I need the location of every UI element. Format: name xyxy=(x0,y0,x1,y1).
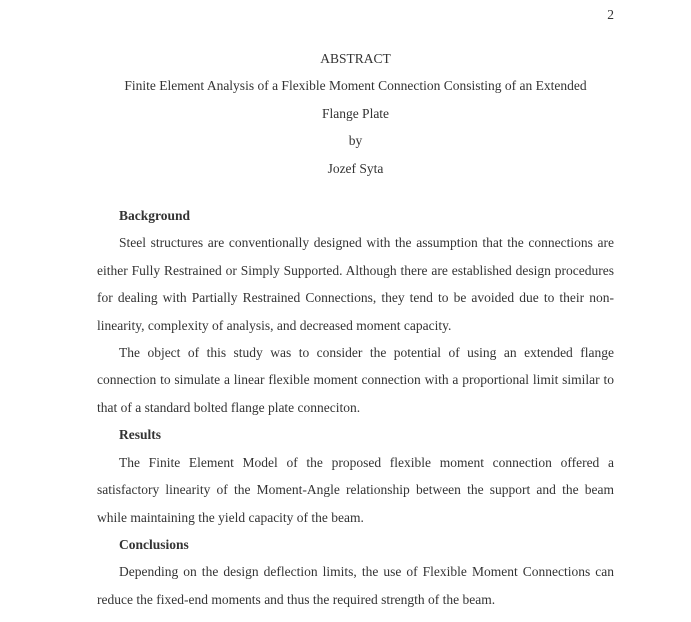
paragraph-background-1: Steel structures are conventionally designed with the assumption that the connections are either Fully Restrained or Simply Supported. Although there are established design procedures for dealing with Partially Restrained Connections, they tend to be avoided due to their non-linearity, complexity of analysis, and decreased moment capacity. xyxy=(97,235,614,333)
abstract-heading: ABSTRACT xyxy=(320,51,391,66)
author-name: Jozef Syta xyxy=(327,160,384,176)
section-heading-background: Background xyxy=(119,208,191,224)
page-number: 2 xyxy=(607,7,614,22)
thesis-title-line-1: Finite Element Analysis of a Flexible Moment Connection Consisting of an Extended xyxy=(124,78,587,94)
abstract-body xyxy=(97,202,614,613)
thesis-title-line-2: Flange Plate xyxy=(321,105,390,121)
paragraph-results-1: The Finite Element Model of the proposed flexible moment connection offered a satisfactory linearity of the Moment-Angle relationship between the support and the beam while maintaining the yield capacity of the beam. xyxy=(97,454,614,525)
byline: by xyxy=(348,133,363,149)
front-matter xyxy=(97,0,614,182)
section-heading-results: Results xyxy=(119,427,162,443)
section-heading-conclusions: Conclusions xyxy=(119,536,189,552)
paragraph-background-2: The object of this study was to consider the potential of using an extended flange connection to simulate a linear flexible moment connection with a proportional limit similar to that of a standard bolted flange plate conneciton. xyxy=(97,345,614,415)
paragraph-conclusions-1: Depending on the design deflection limits, the use of Flexible Moment Connections can reduce the fixed-end moments and thus the required strength of the beam. xyxy=(97,564,614,607)
